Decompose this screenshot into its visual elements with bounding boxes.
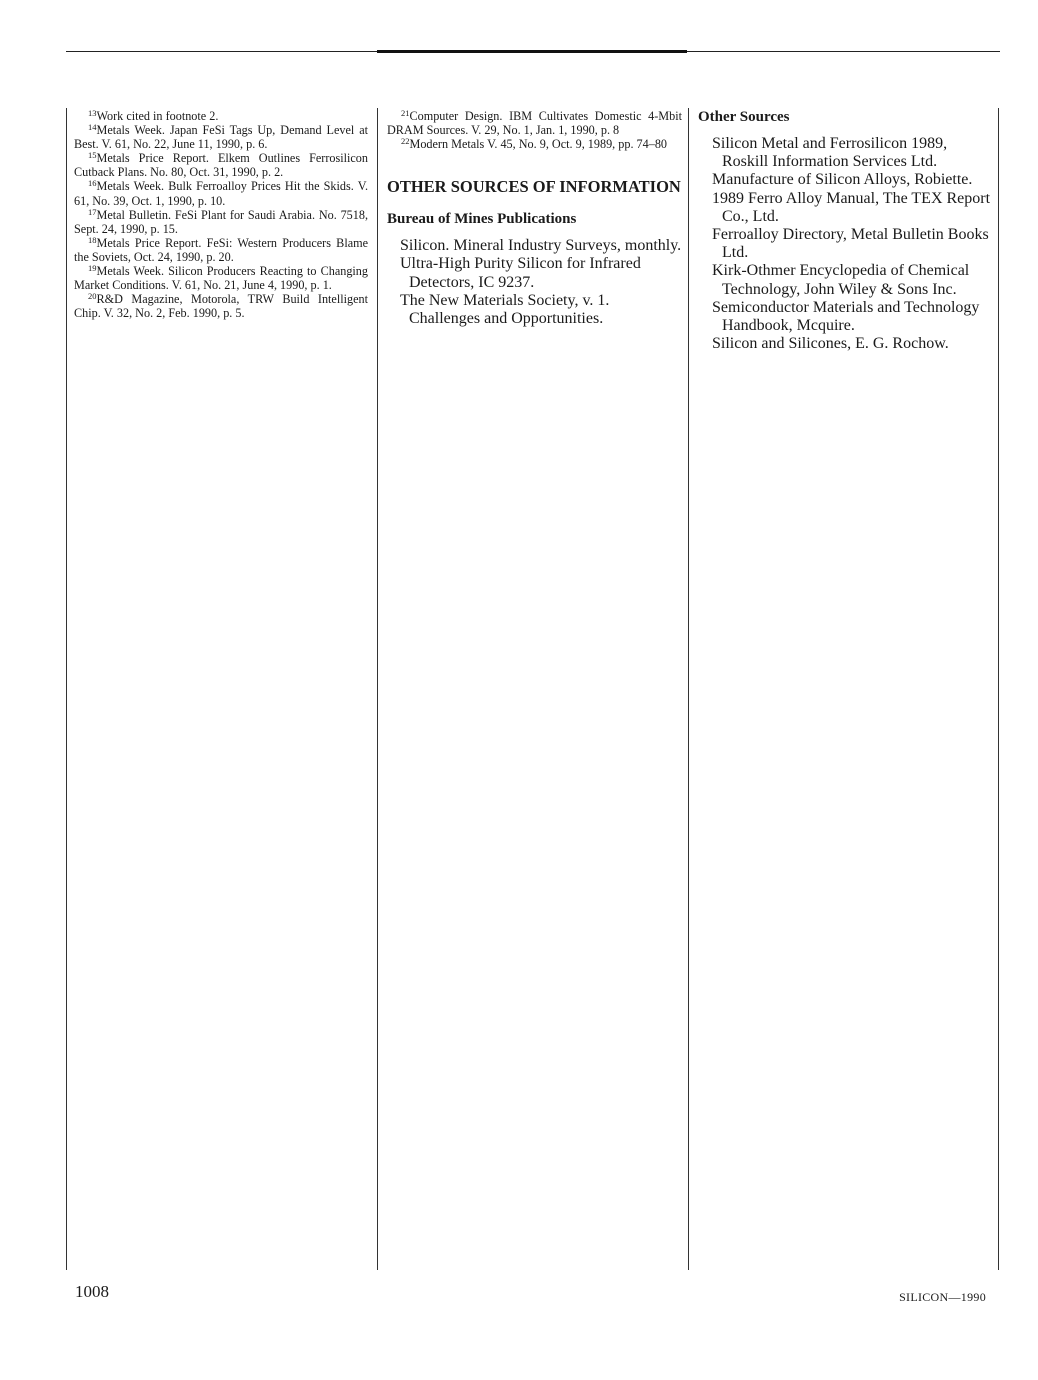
column-divider-1: [377, 108, 378, 1270]
footnote: $^{18}$Metals Price Report. FeSi: Western Producers Blame the Soviets, Oct. 24, 1990, p. 20.: [74, 234, 368, 264]
footnote: $^{13}$Work cited in footnote 2.: [88, 108, 219, 123]
list-item: Semiconductor Materials and Technology Handbook, Mcquire.: [712, 298, 980, 335]
footnote: $^{19}$Metals Week. Silicon Producers Reacting to Changing Market Conditions. V. 61, No. 21, June 4, 1990, p. 1.: [74, 263, 368, 293]
middle-column: [387, 109, 682, 328]
list-item: Silicon Metal and Ferrosilicon 1989, Roskill Information Services Ltd.: [712, 135, 948, 171]
bureau-publications-list: [387, 237, 682, 328]
list-item: Kirk-Othmer Encyclopedia of Chemical Technology, John Wiley & Sons Inc.: [712, 262, 970, 298]
footnotes-column-left: [74, 109, 368, 320]
page-number: 1008: [75, 1282, 109, 1301]
list-item: Silicon. Mineral Industry Surveys, monthly.: [400, 237, 682, 255]
footnote: $^{16}$Metals Week. Bulk Ferroalloy Prices Hit the Skids. V. 61, No. 39, Oct. 1, 1990, p. 10.: [74, 178, 368, 208]
list-item: Manufacture of Silicon Alloys, Robiette.: [712, 171, 973, 189]
other-sources-list: [698, 135, 996, 353]
footnote: $^{15}$Metals Price Report. Elkem Outlines Ferrosilicon Cutback Plans. No. 80, Oct. 31, 1990, p. 2.: [74, 150, 368, 180]
footnote: $^{21}$Computer Design. IBM Cultivates Domestic 4-Mbit DRAM Sources. V. 29, No. 1, Jan. 1, 1990, p. 8: [387, 108, 682, 138]
subheading-bureau-of-mines: Bureau of Mines Publications: [387, 211, 577, 228]
subheading-other-sources: Other Sources: [698, 109, 790, 125]
running-footer: SILICON—1990: [899, 1290, 986, 1304]
footnote: $^{14}$Metals Week. Japan FeSi Tags Up, Demand Level at Best. V. 61, No. 22, June 11, 1990, p. 6.: [74, 122, 368, 152]
list-item: 1989 Ferro Alloy Manual, The TEX Report Co., Ltd.: [712, 189, 991, 225]
section-heading-other-sources: OTHER SOURCES OF INFORMATION: [387, 177, 681, 197]
footnote: $^{20}$R&D Magazine, Motorola, TRW Build Intelligent Chip. V. 32, No. 2, Feb. 1990, p. 5.: [74, 291, 368, 321]
footnote: $^{22}$Modern Metals V. 45, No. 9, Oct. 9, 1989, pp. 74–80: [401, 136, 668, 152]
list-item: Silicon and Silicones, E. G. Rochow.: [712, 335, 949, 353]
top-rule-accent: [377, 50, 687, 53]
right-column: [698, 109, 996, 353]
footnote: $^{17}$Metal Bulletin. FeSi Plant for Saudi Arabia. No. 7518, Sept. 24, 1990, p. 15.: [74, 206, 368, 236]
list-item: The New Materials Society, v. 1. Challenges and Opportunities.: [400, 291, 610, 328]
list-item: Ultra-High Purity Silicon for Infrared Detectors, IC 9237.: [400, 255, 641, 291]
column-divider-left: [66, 108, 67, 1270]
column-divider-right: [998, 108, 999, 1270]
column-divider-2: [688, 108, 689, 1270]
list-item: Ferroalloy Directory, Metal Bulletin Books Ltd.: [712, 226, 989, 262]
